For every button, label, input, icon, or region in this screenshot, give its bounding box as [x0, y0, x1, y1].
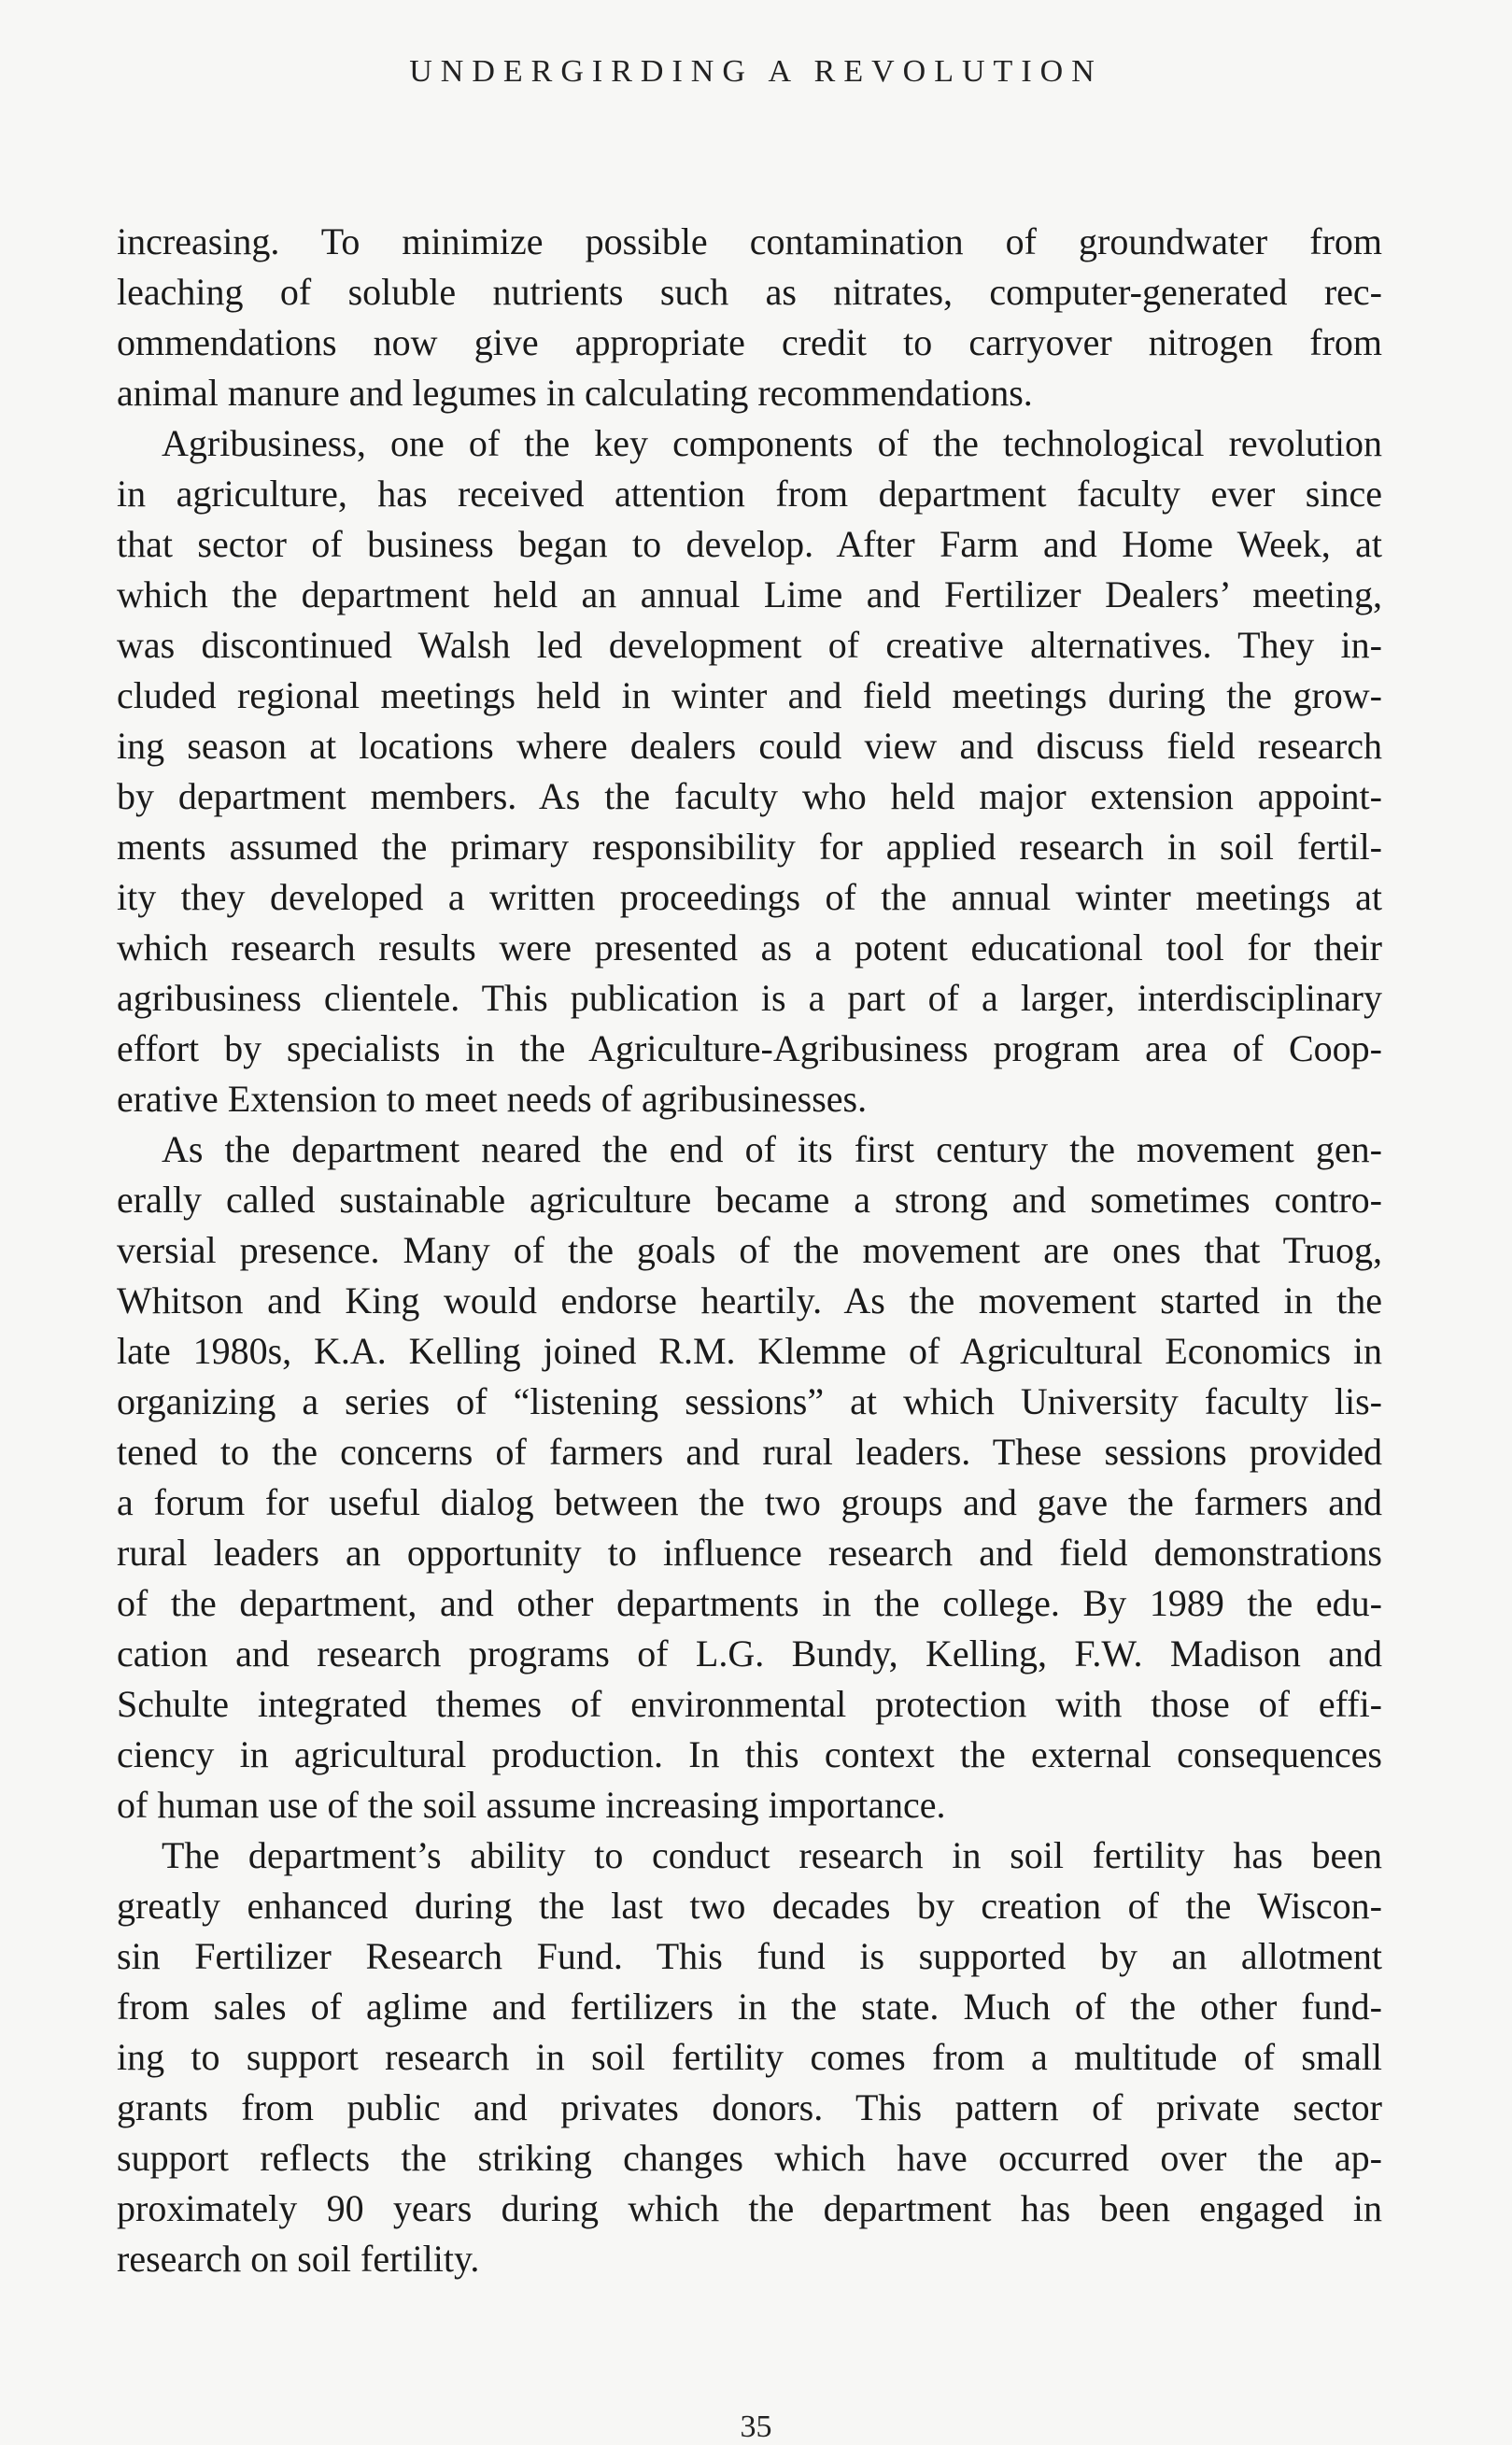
text-line: tened to the concerns of farmers and rural leaders. These sessions provided: [117, 1431, 1382, 1473]
text-line: late 1980s, K.A. Kelling joined R.M. Klemme of Agricultural Economics in: [117, 1330, 1382, 1372]
text-line: leaching of soluble nutrients such as nitrates, computer-generated rec-: [117, 271, 1382, 313]
text-line: which the department held an annual Lime and Fertilizer Dealers’ meeting,: [117, 573, 1382, 615]
text-line: organizing a series of “listening sessions” at which University faculty lis-: [117, 1380, 1382, 1422]
text-line: proximately 90 years during which the department has been engaged in: [117, 2187, 1382, 2229]
text-line: ciency in agricultural production. In this context the external consequences: [117, 1733, 1382, 1775]
paragraph: [117, 418, 1382, 1124]
text-line: rural leaders an opportunity to influence research and field demonstrations: [117, 1532, 1382, 1574]
text-line: from sales of aglime and fertilizers in the state. Much of the other fund-: [117, 1986, 1382, 2028]
text-line: which research results were presented as a potent educational tool for their: [117, 926, 1382, 968]
text-line: erally called sustainable agriculture became a strong and sometimes contro-: [117, 1179, 1382, 1221]
text-line: animal manure and legumes in calculating recommendations.: [117, 372, 1033, 414]
text-line: ommendations now give appropriate credit to carryover nitrogen from: [117, 321, 1382, 363]
text-line: research on soil fertility.: [117, 2238, 480, 2280]
text-line: greatly enhanced during the last two decades by creation of the Wiscon-: [117, 1885, 1382, 1927]
text-line: was discontinued Walsh led development of creative alternatives. They in-: [117, 624, 1382, 666]
text-line: of human use of the soil assume increasing importance.: [117, 1784, 946, 1826]
text-line: cluded regional meetings held in winter and field meetings during the grow-: [117, 674, 1382, 716]
body-text: [117, 217, 1382, 2284]
text-line: support reflects the striking changes which have occurred over the ap-: [117, 2137, 1382, 2179]
text-line: ing to support research in soil fertility comes from a multitude of small: [117, 2036, 1382, 2078]
text-line: of the department, and other departments in the college. By 1989 the edu-: [117, 1582, 1382, 1624]
text-line: a forum for useful dialog between the two groups and gave the farmers and: [117, 1481, 1382, 1523]
running-head: UNDERGIRDING A REVOLUTION: [409, 54, 1103, 89]
text-line: ing season at locations where dealers could view and discuss field research: [117, 725, 1382, 767]
text-line: by department members. As the faculty who held major extension appoint-: [117, 775, 1382, 817]
text-line: Whitson and King would endorse heartily. As the movement started in the: [117, 1279, 1382, 1321]
paragraph: [117, 1830, 1382, 2284]
page-number: 35: [740, 2410, 772, 2444]
text-line: in agriculture, has received attention from department faculty ever since: [117, 473, 1382, 515]
text-line: that sector of business began to develop. After Farm and Home Week, at: [117, 523, 1382, 565]
text-line: agribusiness clientele. This publication is a part of a larger, interdisciplinary: [117, 977, 1382, 1019]
text-line: The department’s ability to conduct research in soil fertility has been: [162, 1834, 1382, 1876]
text-line: Agribusiness, one of the key components of the technological revolution: [162, 422, 1382, 464]
text-line: effort by specialists in the Agriculture-Agribusiness program area of Coop-: [117, 1027, 1382, 1069]
paragraph: [117, 217, 1382, 418]
text-line: sin Fertilizer Research Fund. This fund is supported by an allotment: [117, 1935, 1382, 1977]
text-line: increasing. To minimize possible contamination of groundwater from: [117, 220, 1382, 262]
text-line: As the department neared the end of its first century the movement gen-: [162, 1128, 1382, 1170]
text-line: cation and research programs of L.G. Bundy, Kelling, F.W. Madison and: [117, 1632, 1382, 1675]
text-line: Schulte integrated themes of environmental protection with those of effi-: [117, 1683, 1382, 1725]
text-line: erative Extension to meet needs of agribusinesses.: [117, 1078, 868, 1120]
text-line: versial presence. Many of the goals of the movement are ones that Truog,: [117, 1229, 1382, 1271]
text-line: ments assumed the primary responsibility for applied research in soil fertil-: [117, 826, 1382, 868]
text-line: ity they developed a written proceedings of the annual winter meetings at: [117, 876, 1382, 918]
paragraph: [117, 1124, 1382, 1830]
text-line: grants from public and privates donors. This pattern of private sector: [117, 2086, 1382, 2128]
